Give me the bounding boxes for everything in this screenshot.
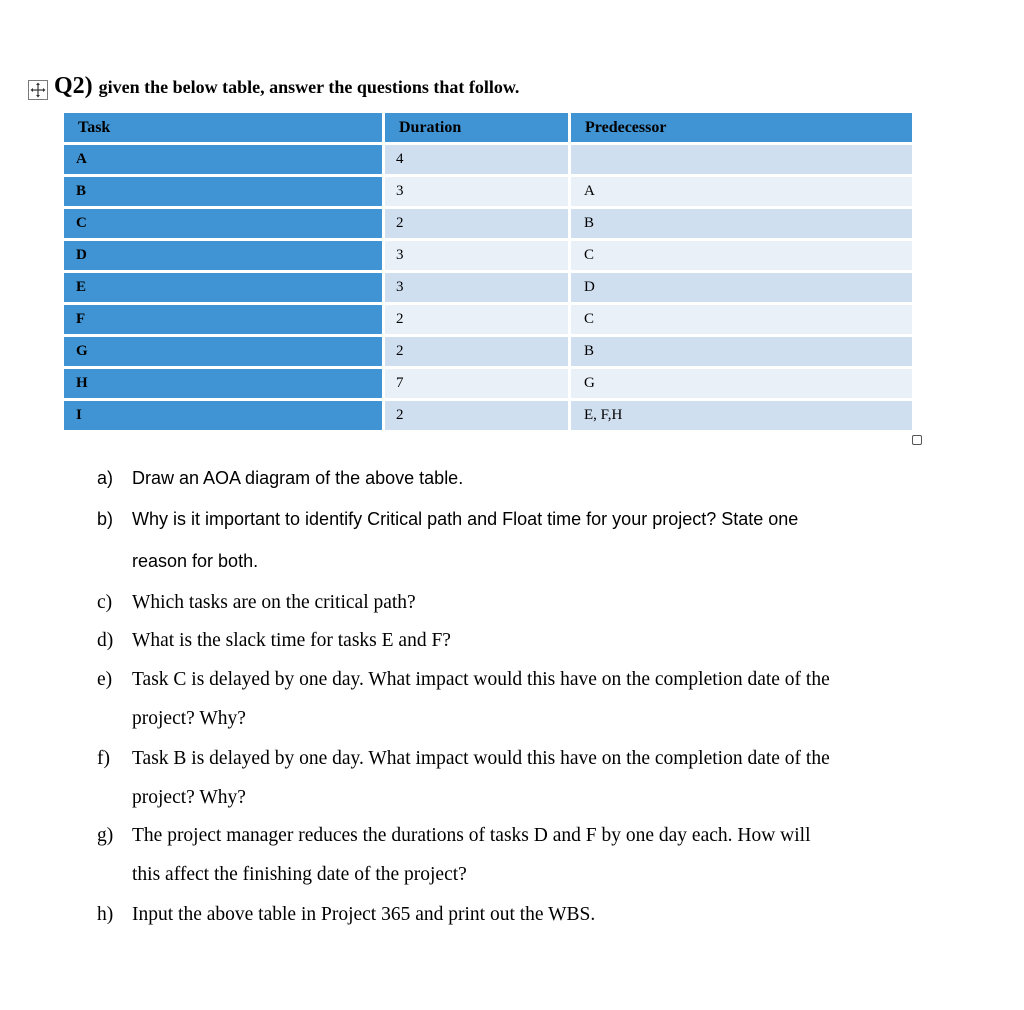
question-text: Draw an AOA diagram of the above table. [132,468,464,488]
task-cell: I [64,401,382,430]
question-label: a) [97,468,114,488]
question-text-line1: Task B is delayed by one day. What impact would this have on the completion date of the [132,748,830,769]
question-heading [54,73,519,100]
task-cell: A [64,145,382,174]
duration-cell: 2 [382,337,568,366]
table-row [64,401,912,430]
question-text: Input the above table in Project 365 and print out the WBS. [132,904,596,925]
question-label: b) [97,509,114,529]
question-text-line1: Why is it important to identify Critical path and Float time for your project? State one [132,509,799,529]
duration-cell: 7 [382,369,568,398]
predecessor-cell: C [568,241,912,270]
duration-cell: 2 [382,305,568,334]
task-cell: F [64,305,382,334]
task-cell: E [64,273,382,302]
table-row [64,273,912,302]
table-row [64,337,912,366]
question-heading-text: given the below table, answer the questions that follow. [98,77,520,97]
predecessor-cell: C [568,305,912,334]
table-row [64,305,912,334]
question-text-line2: project? Why? [132,787,246,808]
question-label: c) [97,592,113,613]
table-move-handle-icon[interactable] [28,80,48,100]
question-label: f) [97,748,110,769]
question-text-line2: this affect the finishing date of the project? [132,864,467,885]
predecessor-cell: B [568,337,912,366]
table-row [64,241,912,270]
header-duration: Duration [382,113,568,142]
task-cell: C [64,209,382,238]
task-cell: G [64,337,382,366]
question-text: What is the slack time for tasks E and F? [132,630,451,651]
predecessor-cell: B [568,209,912,238]
header-task: Task [64,113,382,142]
duration-cell: 2 [382,401,568,430]
duration-cell: 3 [382,241,568,270]
duration-cell: 3 [382,273,568,302]
question-label: g) [97,825,114,846]
task-cell: B [64,177,382,206]
duration-cell: 4 [382,145,568,174]
table-row [64,145,912,174]
question-text-line1: The project manager reduces the durations of tasks D and F by one day each. How will [132,825,811,846]
question-label: e) [97,669,113,690]
question-number: Q2) [54,73,93,99]
header-predecessor: Predecessor [568,113,912,142]
question-text-line1: Task C is delayed by one day. What impact would this have on the completion date of the [132,669,830,690]
task-cell: H [64,369,382,398]
predecessor-cell [568,145,912,174]
table-row [64,369,912,398]
task-table [64,110,912,433]
predecessor-cell: D [568,273,912,302]
table-row [64,177,912,206]
question-text-line2: project? Why? [132,708,246,729]
table-resize-handle-icon[interactable] [912,435,922,445]
question-text: Which tasks are on the critical path? [132,592,416,613]
predecessor-cell: G [568,369,912,398]
table-header-row [64,113,912,142]
task-cell: D [64,241,382,270]
predecessor-cell: E, F,H [568,401,912,430]
predecessor-cell: A [568,177,912,206]
duration-cell: 3 [382,177,568,206]
question-label: h) [97,904,114,925]
table-row [64,209,912,238]
duration-cell: 2 [382,209,568,238]
question-label: d) [97,630,114,651]
question-text-line2: reason for both. [132,551,259,571]
